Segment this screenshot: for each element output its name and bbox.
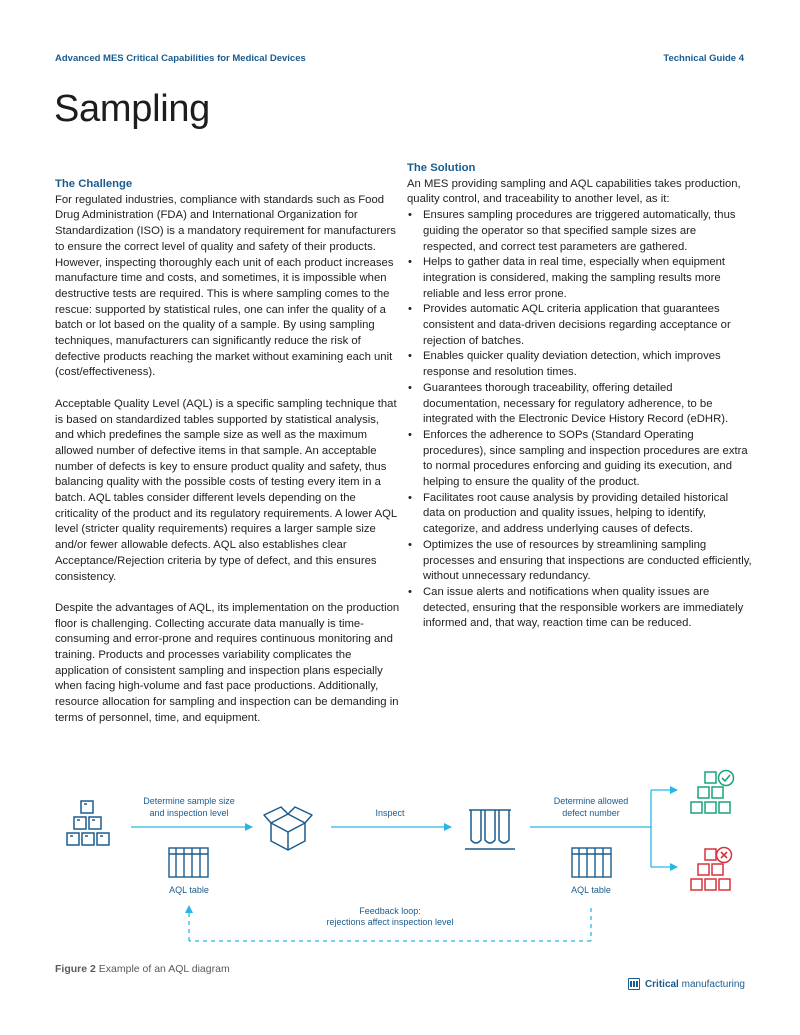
solution-bullet: • Can issue alerts and notifications when quality issues are detected, ensuring that the responsible workers are immediately informed and, that way, reaction time can be reduced. [407,585,752,632]
feedback-label-line1: Feedback loop: [359,906,421,916]
company-logo [628,978,745,990]
solution-bullet: • Optimizes the use of resources by streamlining sampling processes and ensuring that inspections are conducted efficiently, without unnecessary redundancy. [407,538,752,585]
header-document-title: Advanced MES Critical Capabilities for Medical Devices [55,53,306,64]
figure-caption [55,963,230,975]
open-box-icon [264,807,312,850]
solution-bullet: • Guarantees thorough traceability, offering detailed documentation, necessary for regulatory adherence, to be integrated with the Electronic Device History Record (eDHR). [407,381,752,428]
page-title: Sampling [54,88,211,130]
solution-bullet: • Helps to gather data in real time, especially when equipment integration is considered, making the sampling results more reliable and less error prone. [407,255,752,302]
solution-bullet: • Enables quicker quality deviation detection, which improves response and resolution times. [407,349,752,380]
challenge-paragraph: Acceptable Quality Level (AQL) is a specific sampling technique that is based on standardized tables supported by statistical analysis, and which predefines the sample size as well as the maximum allowed number of defective items in that sample. An acceptable number of defects is key to ensure product quality and safety, thus balancing quality with the possible costs of testing every item in a batch. AQL tables consider different levels depending on the criticality of the product and its regulatory requirements. A lower AQL level (stricter quality requirements) requires a larger sample size and/or fewer allowable defects. AQL also establishes clear Acceptance/Rejection criteria by type of defect, and this ensures consistency. [55,397,397,583]
aql-table-left-icon [169,848,208,877]
aql-table-right-icon [572,848,611,877]
step1-label-line1: Determine sample size [143,796,235,806]
feedback-label-line2: rejections affect inspection level [326,917,454,927]
challenge-heading: The Challenge [55,178,133,190]
solution-intro: An MES providing sampling and AQL capabilities takes production, quality control, and traceability to another level, as it: [407,177,741,206]
logo-text [645,979,745,990]
challenge-paragraph: Despite the advantages of AQL, its implementation on the production floor is challenging. Collecting accurate data manually is time-consuming and error-prone and requires continuous monitoring and training. Products and processes variability complicates the application of consistent sampling and inspection plans especially when facing high-volume and fast pace productions. Additionally, resource allocation for sampling and inspection can be demanding in terms of personnel, time, and equipment. [55,601,400,724]
logo-text-light: manufacturing [678,978,745,990]
step1-label-line2: and inspection level [149,808,229,818]
solution-heading: The Solution [407,162,476,174]
challenge-column [55,177,400,727]
feedback-arrowhead [185,905,193,913]
solution-column [407,161,752,632]
logo-text-bold: Critical [644,978,679,990]
batch-boxes-icon [67,801,109,845]
step3-label-line2: defect number [562,808,620,818]
accepted-batch-icon [691,771,734,814]
figure-text: Example of an AQL diagram [95,963,230,975]
step3-label-line1: Determine allowed [553,796,629,806]
solution-bullet: • Provides automatic AQL criteria application that guarantees consistent and data-driven decisions regarding acceptance or rejection of batches. [407,302,752,349]
aql-table-left-label: AQL table [169,885,209,895]
step2-label: Inspect [375,808,405,818]
aql-diagram [0,760,800,960]
challenge-paragraph: For regulated industries, compliance with standards such as Food Drug Administration (FDA) and International Organization for Standardization (ISO) is a mandatory requirement for manufacturers to ensure the correct level of quality and safety of their products. However, inspecting thoroughly each unit of each product increases manufacture time and costs, and sometimes, it is impossible when destructive tests are required. This is where sampling comes to the rescue: supported by statistical rules, one can infer the quality of a batch or lot based on the quality of a sample. By using sampling techniques, manufacturers can significantly reduce the risk of defective products reaching the market without examining each unit (cost/effectiveness). [55,193,396,379]
solution-bullet: • Facilitates root cause analysis by providing detailed historical data on production and quality issues, helping to identify, categorize, and address underlying causes of defects. [407,491,752,538]
aql-table-right-label: AQL table [571,885,611,895]
solution-bullet: • Ensures sampling procedures are triggered automatically, thus guiding the operator so that specified sample sizes are respected, and correct test parameters are gathered. [407,208,752,255]
header-page-label: Technical Guide 4 [663,53,744,64]
figure-label: Figure 2 [55,963,96,975]
solution-bullet: • Enforces the adherence to SOPs (Standard Operating procedures), since sampling and inspection procedures are extra to normal procedures enforcing and guiding its execution, and helping to ensure the quality of the product. [407,428,752,491]
logo-mark-icon [628,978,640,990]
solution-list [407,208,752,632]
test-tubes-icon [465,810,515,849]
